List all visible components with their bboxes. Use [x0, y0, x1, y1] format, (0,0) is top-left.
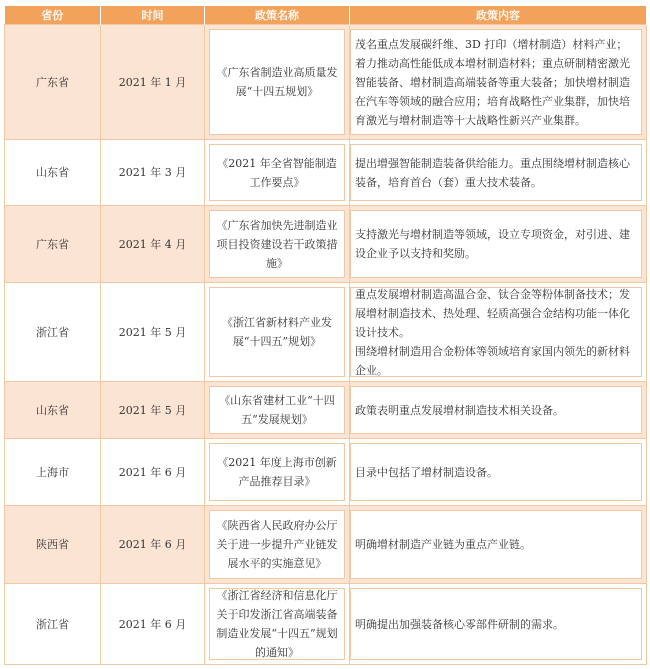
cell-policy: [205, 439, 350, 506]
cell-policy: [205, 283, 350, 382]
cell-content: [350, 439, 647, 506]
cell-policy: [205, 25, 350, 140]
cell-province: 陕西省: [5, 506, 101, 584]
header-province: 省份: [5, 6, 101, 25]
cell-province: 浙江省: [5, 283, 101, 382]
cell-province: 广东省: [5, 25, 101, 140]
cell-policy: [205, 206, 350, 283]
table-row: [5, 25, 647, 140]
policy-table: [4, 6, 647, 665]
policy-name: 《浙江省新材料产业发展“十四五”规划》: [222, 316, 332, 348]
policy-content: 支持激光与增材制造等领域，设立专项资金，对引进、建设企业予以支持和奖励。: [355, 228, 630, 260]
policy-name: 《2021 年全省智能制造工作要点》: [217, 156, 337, 189]
policy-name: 《广东省加快先进制造业项目投资建设若干政策措施》: [216, 218, 338, 270]
cell-content: [350, 206, 647, 283]
policy-content: 重点发展增材制造高温合金、钛合金等粉体制备技术；发展增材制造技术、热处理、轻质高强合金结构功能一体化设计技术。 围绕增材制造用合金粉体等领域培育家国内领先的新材料企业。: [355, 287, 630, 377]
policy-name: 《广东省制造业高质量发展“十四五规划》: [216, 66, 338, 98]
cell-time: 2021 年 6 月: [101, 439, 205, 506]
cell-time: 2021 年 6 月: [101, 584, 205, 665]
cell-policy: [205, 140, 350, 206]
cell-province: 上海市: [5, 439, 101, 506]
table-row: [5, 506, 647, 584]
table-row: [5, 382, 647, 439]
cell-time: 2021 年 5 月: [101, 283, 205, 382]
cell-time: 2021 年 4 月: [101, 206, 205, 283]
table-row: [5, 140, 647, 206]
policy-content: 政策表明重点发展增材制造技术相关设备。: [355, 403, 564, 417]
header-time: 时间: [101, 6, 205, 25]
header-policy-name: 政策名称: [205, 6, 350, 25]
cell-content: [350, 584, 647, 665]
cell-province: 山东省: [5, 140, 101, 206]
policy-name: 《2021 年度上海市创新产品推荐目录》: [217, 456, 337, 488]
cell-time: 2021 年 3 月: [101, 140, 205, 206]
policy-content: 茂名重点发展碳纤维、3D 打印（增材制造）材料产业；着力推动高性能低成本增材制造材料；重点研制精密激光智能装备、增材制造高端装备等重大装备；加快增材制造在汽车等领域的融合应用；培育战略性产业集群，加快培育激光与增材制造等十大战略性新兴产业集群。: [355, 37, 630, 127]
table-header-row: [5, 6, 647, 25]
cell-policy: [205, 584, 350, 665]
policy-name: 《浙江省经济和信息化厅关于印发浙江省高端装备制造业发展“十四五”规划的通知》: [216, 589, 338, 659]
policy-content: 明确增材制造产业链为重点产业链。: [355, 538, 531, 551]
policy-table-container: [4, 6, 646, 665]
cell-policy: [205, 382, 350, 439]
policy-name: 《陕西省人民政府办公厅关于进一步提升产业链发展水平的实施意见》: [216, 519, 338, 570]
cell-province: 浙江省: [5, 584, 101, 665]
table-row: [5, 283, 647, 382]
cell-time: 2021 年 1 月: [101, 25, 205, 140]
cell-content: [350, 382, 647, 439]
cell-content: [350, 283, 647, 382]
policy-content: 目录中包括了增材制造设备。: [355, 465, 498, 479]
header-policy-content: 政策内容: [350, 6, 647, 25]
cell-policy: [205, 506, 350, 584]
table-row: [5, 584, 647, 665]
cell-content: [350, 25, 647, 140]
policy-content: 提出增强智能制造装备供给能力。重点围绕增材制造核心装备，培育首台（套）重大技术装备。: [355, 156, 630, 189]
policy-content: 明确提出加强装备核心零部件研制的需求。: [355, 617, 564, 631]
table-row: [5, 439, 647, 506]
cell-content: [350, 140, 647, 206]
cell-time: 2021 年 5 月: [101, 382, 205, 439]
cell-content: [350, 506, 647, 584]
cell-province: 山东省: [5, 382, 101, 439]
policy-name: 《山东省建材工业“十四五”发展规划》: [219, 394, 335, 426]
cell-time: 2021 年 6 月: [101, 506, 205, 584]
cell-province: 广东省: [5, 206, 101, 283]
table-row: [5, 206, 647, 283]
